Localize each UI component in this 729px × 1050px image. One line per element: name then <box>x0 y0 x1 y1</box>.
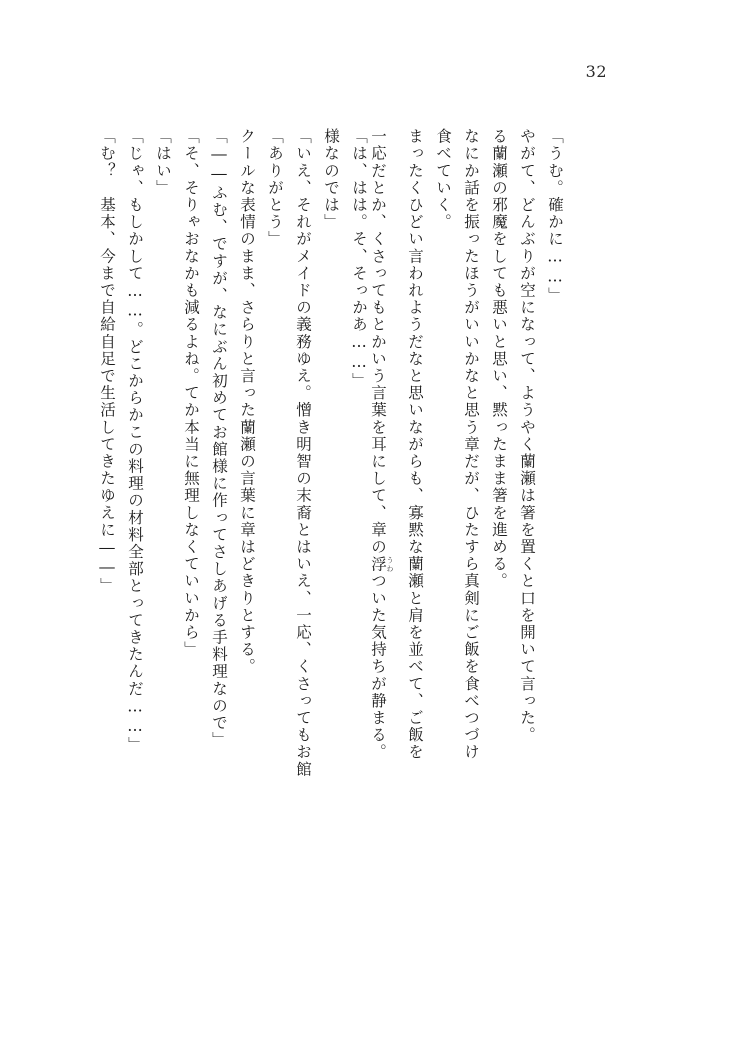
ruby-annotation: 浮 うわ <box>369 555 394 573</box>
text-line-with-ruby: 一応だとか、くさってもとかいう言葉を耳にして、章の浮 うわついた気持ちが静まる。 <box>369 128 394 761</box>
novel-text-body <box>86 128 607 928</box>
text-line: 「いえ、それがメイドの義務ゆえ。憎き明智の末裔とはいえ、一応、くさってもお館 <box>294 128 312 778</box>
text-line: 「は、はは。そ、そっかあ……」 <box>350 128 368 390</box>
text-line: 「じゃ、もしかして……。どこからかこの料理の材料全部とってきたんだ……」 <box>126 128 144 754</box>
text-line: 「うむ。確かに……」 <box>546 128 564 304</box>
text-line: 「む？ 基本、今まで自給自足で生活してきたゆえに――」 <box>98 128 116 595</box>
text-line: 食べていく。 <box>434 128 452 231</box>
text-line: 「ありがとう」 <box>266 128 284 248</box>
text-line: まったくひどい言われようだなと思いながらも、寡黙な蘭瀬と肩を並べて、ご飯を <box>406 128 424 761</box>
text-line: 「そ、そりゃおなかも減るよね。てか本当に無理しなくていいから」 <box>182 128 200 659</box>
text-line: 「はい」 <box>154 128 172 197</box>
text-line: なにか話を振ったほうがいいかなと思う章だが、ひたすら真剣にご飯を食べつづけ <box>462 128 480 761</box>
text-line: やがて、どんぶりが空になって、ようやく蘭瀬は箸を置くと口を開いて言った。 <box>518 128 536 744</box>
text-line: クールな表情のまま、さらりと言った蘭瀬の言葉に章はどきりとする。 <box>238 128 256 676</box>
text-line: る蘭瀬の邪魔をしても悪いと思い、黙ったまま箸を進める。 <box>490 128 508 590</box>
page-number: 32 <box>585 62 607 81</box>
text-line: 「――ふむ、ですが、なにぶん初めてお館様に作ってさしあげる手料理なので」 <box>210 128 228 749</box>
text-line: 様なのでは」 <box>322 128 340 231</box>
